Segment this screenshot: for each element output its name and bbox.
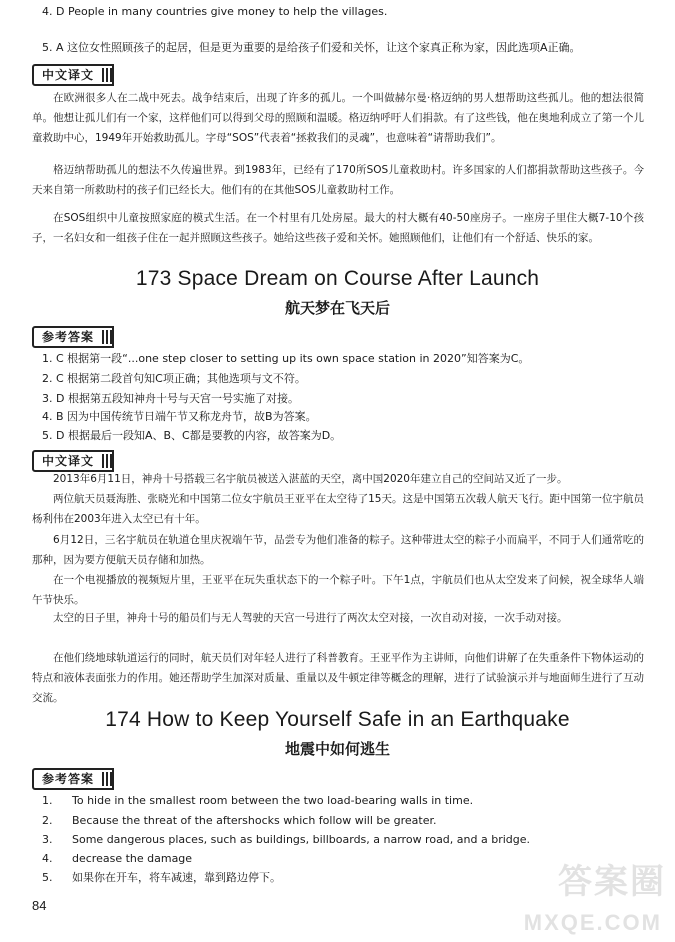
section-title-en: 174 How to Keep Yourself Safe in an Earthquake: [105, 708, 570, 731]
answer-line: 5. 如果你在开车，将车减速，靠到路边停下。: [42, 871, 281, 884]
answer-line: 3. D 根据第五段知神舟十号与天宫一号实施了对接。: [42, 392, 299, 405]
answer-line: 1. C 根据第一段“...one step closer to setting up its own space station in 2020”知答案为C。: [42, 352, 530, 365]
translation-paragraph: 太空的日子里，神舟十号的船员们与无人驾驶的天宫一号进行了两次太空对接，一次自动对接，一次手动对接。: [53, 612, 568, 624]
translation-paragraph: 6月12日，三名宇航员在轨道仓里庆祝端午节，品尝专为他们准备的粽子。这种带进太空的粽子小而扁平，不同于人们通常吃的那种，因为要方便航天员存储和加热。: [32, 534, 644, 566]
section-tag-answers: 参考答案: [32, 768, 114, 790]
answer-line: 2. Because the threat of the aftershocks which follow will be greater.: [42, 814, 437, 827]
tag-arrow-icon: [102, 68, 114, 82]
section-title-en: 173 Space Dream on Course After Launch: [135, 267, 540, 290]
answer-line: 5. A 这位女性照顾孩子的起居，但是更为重要的是给孩子们爱和关怀，让这个家真正称为家，因此选项A正确。: [42, 41, 581, 54]
answer-line: 3. Some dangerous places, such as buildings, billboards, a narrow road, and a bridge.: [42, 833, 531, 846]
translation-paragraph: 两位航天员聂海胜、张晓光和中国第二位女宇航员王亚平在太空待了15天。这是中国第五次载人航天飞行。距中国第一位宇航员杨利伟在2003年进入太空已有十年。: [32, 493, 644, 525]
translation-paragraph: 在SOS组织中儿童按照家庭的模式生活。在一个村里有几处房屋。最大的村大概有40-50座房子。一座房子里住大概7-10个孩子，一名妇女和一组孩子住在一起并照顾这些孩子。她给这些孩子爱和关怀。她照顾他们，让他们有一个舒适、快乐的家。: [32, 212, 644, 244]
translation-paragraph: 格迈纳帮助孤儿的想法不久传遍世界。到1983年，已经有了170所SOS儿童救助村。许多国家的人们都捐款帮助这些孩子。今天来自第一所救助村的孩子们已经长大。他们有的在其他SOS儿童救助村工作。: [32, 164, 644, 196]
answer-line: 1. To hide in the smallest room between the two load-bearing walls in time.: [42, 794, 474, 807]
section-title-cn: 地震中如何逃生: [284, 740, 390, 758]
section-tag-answers: 参考答案: [32, 326, 114, 348]
tag-arrow-icon: [102, 772, 114, 786]
tag-arrow-icon: [102, 330, 114, 344]
section-tag-translation: 中文译文: [32, 64, 114, 86]
answer-line: 2. C 根据第二段首句知C项正确；其他选项与文不符。: [42, 372, 306, 385]
tag-arrow-icon: [102, 454, 114, 468]
watermark-url: MXQE.COM: [523, 910, 662, 935]
watermark-text: 答案圈: [558, 862, 666, 902]
section-tag-translation: 中文译文: [32, 450, 114, 472]
translation-paragraph: 在一个电视播放的视频短片里，王亚平在玩失重状态下的一个粽子叶。下午1点，宇航员们也从太空发来了问候，祝全球华人端午节快乐。: [32, 574, 644, 606]
translation-paragraph: 在他们绕地球轨道运行的同时，航天员们对年轻人进行了科普教育。王亚平作为主讲师，向他们讲解了在失重条件下物体运动的特点和液体表面张力的作用。她还帮助学生加深对质量、重量以及牛顿定律等概念的理解，进行了试验演示并与地面师生进行了互动交流。: [32, 652, 644, 704]
answer-line: 4. decrease the damage: [42, 852, 193, 865]
answer-line: 4. D People in many countries give money to help the villages.: [42, 5, 388, 18]
section-title-cn: 航天梦在飞天后: [284, 299, 390, 317]
watermark: [520, 854, 670, 940]
answer-line: 4. B 因为中国传统节日端午节又称龙舟节，故B为答案。: [42, 410, 317, 423]
translation-paragraph: 2013年6月11日，神舟十号搭载三名宇航员被送入湛蓝的天空，离中国2020年建立自己的空间站又近了一步。: [53, 473, 568, 485]
answer-line: 5. D 根据最后一段知A、B、C都是要教的内容，故答案为D。: [42, 429, 342, 442]
translation-paragraph: 在欧洲很多人在二战中死去。战争结束后，出现了许多的孤儿。一个叫做赫尔曼·格迈纳的男人想帮助这些孤儿。他的想法很简单。他想让孤儿们有一个家，这样他们可以得到父母的照顾和温暖。格迈纳呼吁人们捐款。有了这些钱，他在奥地利成立了第一个儿童救助中心，1949年开始救助孤儿。字母“SOS”代表着“拯救我们的灵魂”，也意味着“请帮助我们”。: [32, 92, 644, 144]
page-number: 84: [32, 898, 47, 913]
